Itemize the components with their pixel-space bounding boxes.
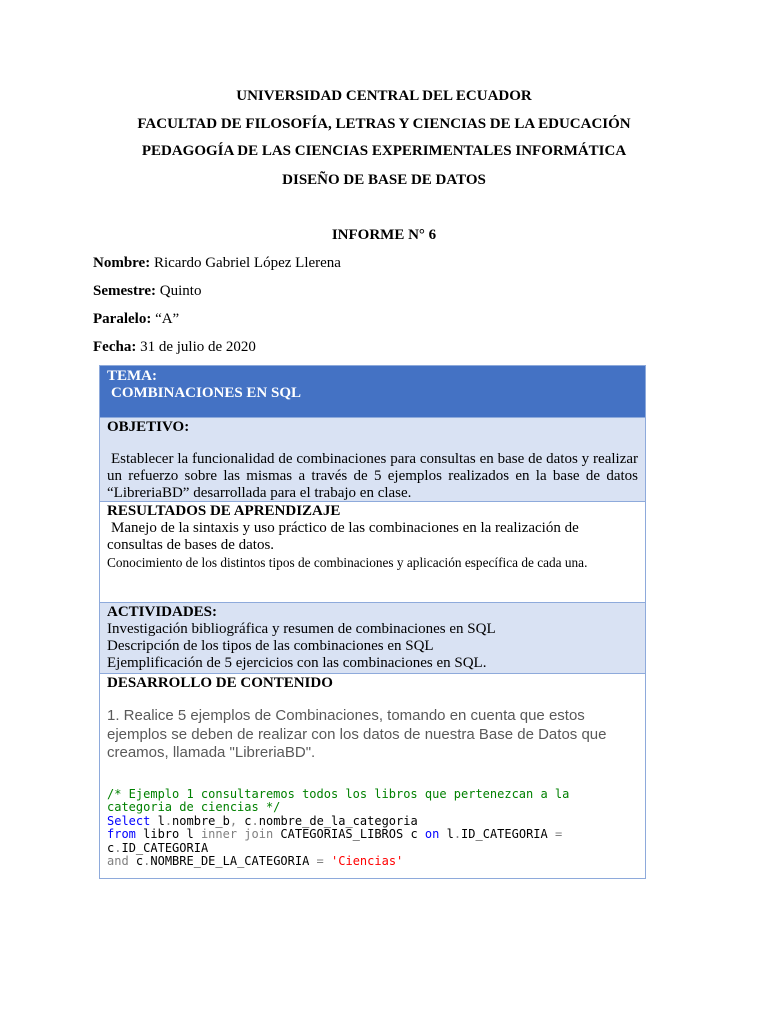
header-faculty: FACULTAD DE FILOSOFÍA, LETRAS Y CIENCIAS DE LA EDUCACIÓN [137, 116, 631, 132]
code-operator: . [164, 813, 173, 828]
code-keyword: Select [107, 813, 151, 828]
code-text: CATEGORIAS_LIBROS c [273, 827, 425, 842]
field-name-label: Nombre: [93, 255, 151, 271]
tema-value: COMBINACIONES EN SQL [111, 385, 302, 401]
field-date [93, 339, 256, 356]
code-text: NOMBRE_DE_LA_CATEGORIA [150, 854, 317, 869]
code-operator: inner join [200, 827, 274, 842]
tema-label: TEMA: [107, 368, 157, 384]
actividades-label: ACTIVIDADES: [107, 604, 218, 620]
code-text: ID_CATEGORIA [121, 840, 209, 855]
header-program: PEDAGOGÍA DE LAS CIENCIAS EXPERIMENTALES INFORMÁTICA [141, 143, 627, 159]
objetivo-cell [100, 418, 645, 502]
actividades-item: Investigación bibliográfica y resumen de combinaciones en SQL [107, 621, 496, 637]
code-text: l [150, 813, 165, 828]
field-parallel-label: Paralelo: [93, 311, 152, 327]
code-operator: and [107, 854, 129, 869]
desarrollo-cell [100, 674, 645, 878]
question-text: 1. Realice 5 ejemplos de Combinaciones, tomando en cuenta que estos ejemplos se deben de realizar con los datos de nuestra Base de Datos que creamos, llamada "LibreriaBD". [107, 707, 607, 761]
objetivo-text: Establecer la funcionalidad de combinaciones para consultas en base de datos y realizar un refuerzo sobre las mismas a través de 5 ejemplos realizados en la base de datos “LibreriaBD” desarrollada para el trabajo en clase. [107, 451, 638, 501]
code-string: 'Ciencias' [331, 854, 404, 869]
resultados-line1: Manejo de la sintaxis y uso práctico de las combinaciones en la realización de consultas de bases de datos. [107, 520, 579, 553]
desarrollo-label: DESARROLLO DE CONTENIDO [107, 675, 333, 691]
code-operator: . [453, 827, 462, 842]
code-keyword: on [424, 827, 440, 842]
code-text: ID_CATEGORIA [461, 827, 555, 842]
tema-cell [100, 366, 645, 418]
field-date-value: 31 de julio de 2020 [140, 339, 256, 355]
report-title: INFORME N° 6 [331, 227, 437, 243]
code-text: c [237, 813, 252, 828]
code-keyword: from [107, 827, 136, 842]
field-semester [93, 283, 201, 300]
field-date-label: Fecha: [93, 339, 137, 355]
actividades-item: Ejemplificación de 5 ejercicios con las combinaciones en SQL. [107, 655, 487, 671]
report-table [99, 365, 646, 879]
code-operator: . [143, 854, 151, 869]
code-operator: . [251, 813, 259, 828]
resultados-label: RESULTADOS DE APRENDIZAJE [107, 503, 341, 519]
field-name-value: Ricardo Gabriel López Llerena [153, 255, 341, 271]
actividades-cell [100, 603, 645, 674]
resultados-cell [100, 502, 645, 603]
code-operator: = [554, 827, 563, 842]
field-semester-value: Quinto [159, 283, 202, 299]
actividades-item: Descripción de los tipos de las combinaciones en SQL [107, 638, 434, 654]
sql-code-block [107, 788, 638, 870]
field-name [93, 255, 341, 272]
code-text: l [439, 827, 454, 842]
field-parallel [93, 311, 179, 328]
code-text: nombre_de_la_categoria [258, 813, 418, 828]
objetivo-label: OBJETIVO: [107, 419, 190, 435]
code-operator: = [316, 854, 324, 869]
code-text: nombre_b [172, 813, 230, 828]
code-text: c [128, 854, 144, 869]
field-semester-label: Semestre: [93, 283, 157, 299]
code-comment: categoria de ciencias */ [107, 800, 281, 815]
code-text: c [107, 840, 115, 855]
code-comment: /* Ejemplo 1 consultaremos todos los libros que pertenezcan a la [107, 786, 570, 801]
header-university: UNIVERSIDAD CENTRAL DEL ECUADOR [236, 88, 532, 104]
header-course: DISEÑO DE BASE DE DATOS [282, 172, 486, 188]
resultados-line2: Conocimiento de los distintos tipos de combinaciones y aplicación específica de cada una. [107, 555, 588, 570]
code-operator: , [229, 813, 238, 828]
code-operator: . [114, 840, 122, 855]
code-text: libro l [135, 827, 201, 842]
field-parallel-value: “A” [155, 311, 180, 327]
